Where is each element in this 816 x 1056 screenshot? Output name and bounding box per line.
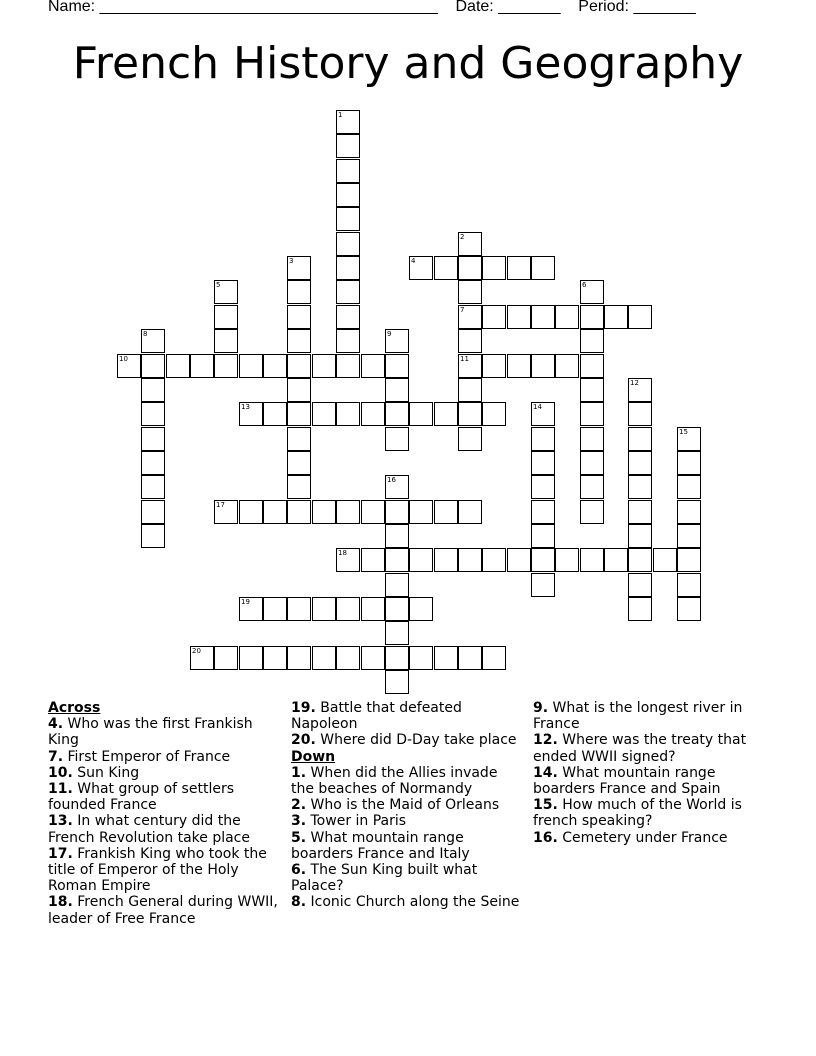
crossword-cell[interactable] <box>458 256 482 280</box>
crossword-cell[interactable] <box>531 573 555 597</box>
crossword-cell[interactable] <box>482 256 506 280</box>
name-blank[interactable]: ______________________________________ <box>99 0 438 15</box>
crossword-cell[interactable] <box>409 402 433 426</box>
crossword-cell[interactable] <box>385 573 409 597</box>
cell-number: 7 <box>460 306 465 314</box>
clue-text: In what century did the French Revolution take place <box>48 813 250 846</box>
crossword-cell[interactable] <box>287 329 311 353</box>
crossword-cell[interactable] <box>385 475 409 499</box>
crossword-cell[interactable] <box>214 329 238 353</box>
crossword-cell[interactable] <box>312 500 336 524</box>
crossword-cell[interactable] <box>580 378 604 402</box>
crossword-cell[interactable] <box>287 305 311 329</box>
across-clue <box>48 716 280 748</box>
crossword-cell[interactable] <box>361 500 385 524</box>
down-clue <box>533 830 773 846</box>
clue-number: 16. <box>533 829 558 846</box>
crossword-cell[interactable] <box>336 232 360 256</box>
crossword-cell[interactable] <box>458 402 482 426</box>
crossword-cell[interactable] <box>507 548 531 572</box>
down-clue <box>533 732 773 764</box>
crossword-cell[interactable] <box>482 402 506 426</box>
crossword-cell[interactable] <box>190 354 214 378</box>
across-heading: Across <box>48 700 101 716</box>
crossword-cell[interactable] <box>385 378 409 402</box>
clue-text: Who was the first Frankish King <box>48 716 253 749</box>
crossword-cell[interactable] <box>677 475 701 499</box>
crossword-cell[interactable] <box>263 354 287 378</box>
cell-number: 10 <box>119 355 128 363</box>
crossword-cell[interactable] <box>361 402 385 426</box>
down-clue <box>533 700 773 732</box>
crossword-cell[interactable] <box>312 354 336 378</box>
cell-number: 6 <box>582 281 587 289</box>
crossword-cell[interactable] <box>531 451 555 475</box>
period-blank[interactable]: _______ <box>633 0 696 15</box>
clue-text: Frankish King who took the title of Emperor of the Holy Roman Empire <box>48 845 267 895</box>
crossword-cell[interactable] <box>312 402 336 426</box>
crossword-cell[interactable] <box>336 256 360 280</box>
clue-text: Battle that defeated Napoleon <box>291 700 462 733</box>
crossword-cell[interactable] <box>458 305 482 329</box>
crossword-cell[interactable] <box>458 378 482 402</box>
crossword-cell[interactable] <box>628 402 652 426</box>
crossword-cell[interactable] <box>507 354 531 378</box>
clue-number: 14. <box>533 764 558 781</box>
crossword-cell[interactable] <box>458 548 482 572</box>
date-label: Date: <box>455 0 494 15</box>
clue-text: Who is the Maid of Orleans <box>306 797 500 814</box>
crossword-cell[interactable] <box>239 597 263 621</box>
crossword-cell[interactable] <box>361 354 385 378</box>
cell-number: 18 <box>338 549 347 557</box>
cell-number: 3 <box>289 257 294 265</box>
crossword-cell[interactable] <box>531 256 555 280</box>
clue-number: 11. <box>48 781 73 798</box>
clue-number: 18. <box>48 894 73 911</box>
cell-number: 14 <box>533 403 542 411</box>
clue-number: 15. <box>533 797 558 814</box>
crossword-cell[interactable] <box>482 548 506 572</box>
crossword-cell[interactable] <box>141 500 165 524</box>
crossword-cell[interactable] <box>531 402 555 426</box>
crossword-cell[interactable] <box>385 670 409 694</box>
clue-text: Sun King <box>72 764 140 781</box>
cell-number: 13 <box>241 403 250 411</box>
clue-number: 9. <box>533 700 549 716</box>
crossword-cell[interactable] <box>287 280 311 304</box>
down-clue <box>533 797 773 829</box>
clue-number: 20. <box>291 732 316 749</box>
crossword-cell[interactable] <box>434 548 458 572</box>
clue-text: When did the Allies invade the beaches of Normandy <box>291 764 498 798</box>
crossword-cell[interactable] <box>580 475 604 499</box>
crossword-cell[interactable] <box>458 280 482 304</box>
clue-number: 17. <box>48 845 73 862</box>
clue-text: What mountain range boarders France and Italy <box>291 829 470 862</box>
cell-number: 12 <box>630 379 639 387</box>
crossword-cell[interactable] <box>385 548 409 572</box>
crossword-cell[interactable] <box>677 573 701 597</box>
crossword-cell[interactable] <box>531 475 555 499</box>
crossword-cell[interactable] <box>458 646 482 670</box>
cell-number: 11 <box>460 355 469 363</box>
across-clue <box>48 813 280 845</box>
crossword-cell[interactable] <box>336 597 360 621</box>
crossword-cell[interactable] <box>336 646 360 670</box>
crossword-cell[interactable] <box>580 548 604 572</box>
cell-number: 4 <box>411 257 416 265</box>
crossword-cell[interactable] <box>287 646 311 670</box>
cell-number: 2 <box>460 233 465 241</box>
across-clue <box>48 765 280 781</box>
crossword-cell[interactable] <box>385 646 409 670</box>
crossword-cell[interactable] <box>628 597 652 621</box>
down-clue <box>291 830 521 862</box>
crossword-cell[interactable] <box>628 378 652 402</box>
crossword-cell[interactable] <box>677 548 701 572</box>
clues-column-1 <box>48 700 280 927</box>
crossword-cell[interactable] <box>628 548 652 572</box>
crossword-cell[interactable] <box>287 378 311 402</box>
crossword-cell[interactable] <box>214 280 238 304</box>
crossword-cell[interactable] <box>214 500 238 524</box>
crossword-cell[interactable] <box>628 524 652 548</box>
crossword-cell[interactable] <box>141 354 165 378</box>
clue-text: Where did D-Day take place <box>315 732 517 749</box>
clue-text: What mountain range boarders France and Spain <box>533 764 721 798</box>
cell-number: 20 <box>192 647 201 655</box>
crossword-cell[interactable] <box>239 354 263 378</box>
crossword-cell[interactable] <box>287 427 311 451</box>
crossword-cell[interactable] <box>336 183 360 207</box>
crossword-cell[interactable] <box>263 646 287 670</box>
crossword-cell[interactable] <box>580 280 604 304</box>
cell-number: 5 <box>216 281 221 289</box>
crossword-cell[interactable] <box>263 500 287 524</box>
crossword-cell[interactable] <box>677 524 701 548</box>
crossword-cell[interactable] <box>531 305 555 329</box>
crossword-cell[interactable] <box>458 427 482 451</box>
clue-text: First Emperor of France <box>63 748 231 765</box>
crossword-cell[interactable] <box>385 621 409 645</box>
clue-number: 13. <box>48 813 73 830</box>
crossword-cell[interactable] <box>239 402 263 426</box>
crossword-cell[interactable] <box>580 329 604 353</box>
crossword-cell[interactable] <box>287 402 311 426</box>
crossword-cell[interactable] <box>409 646 433 670</box>
crossword-cell[interactable] <box>580 305 604 329</box>
clue-text: French General during WWII, leader of Free France <box>48 894 278 927</box>
clues-column-2 <box>291 700 521 911</box>
crossword-cell[interactable] <box>385 524 409 548</box>
date-blank[interactable]: _______ <box>498 0 561 15</box>
crossword-cell[interactable] <box>361 548 385 572</box>
cell-number: 1 <box>338 111 343 119</box>
crossword-cell[interactable] <box>141 524 165 548</box>
crossword-cell[interactable] <box>141 378 165 402</box>
crossword-cell[interactable] <box>141 451 165 475</box>
crossword-cell[interactable] <box>434 402 458 426</box>
clue-number: 2. <box>291 797 307 814</box>
clue-text: Iconic Church along the Seine <box>306 894 520 911</box>
crossword-cell[interactable] <box>336 280 360 304</box>
crossword-cell[interactable] <box>458 329 482 353</box>
crossword-cell[interactable] <box>385 500 409 524</box>
crossword-cell[interactable] <box>166 354 190 378</box>
crossword-cell[interactable] <box>628 475 652 499</box>
across-clue <box>48 846 280 895</box>
crossword-cell[interactable] <box>385 402 409 426</box>
crossword-cell[interactable] <box>336 110 360 134</box>
crossword-cell[interactable] <box>555 354 579 378</box>
crossword-cell[interactable] <box>409 500 433 524</box>
crossword-cell[interactable] <box>239 646 263 670</box>
clue-number: 19. <box>291 700 316 716</box>
period-label: Period: <box>578 0 629 15</box>
clues-column-3 <box>533 700 773 846</box>
crossword-cell[interactable] <box>458 500 482 524</box>
crossword-cell[interactable] <box>117 354 141 378</box>
crossword-cell[interactable] <box>385 329 409 353</box>
puzzle-title: French History and Geography <box>72 38 744 89</box>
crossword-cell[interactable] <box>580 451 604 475</box>
crossword-cell[interactable] <box>434 256 458 280</box>
crossword-cell[interactable] <box>287 475 311 499</box>
crossword-cell[interactable] <box>287 500 311 524</box>
crossword-cell[interactable] <box>677 427 701 451</box>
crossword-cell[interactable] <box>263 597 287 621</box>
crossword-cell[interactable] <box>336 500 360 524</box>
crossword-cell[interactable] <box>434 646 458 670</box>
crossword-cell[interactable] <box>555 305 579 329</box>
cell-number: 16 <box>387 476 396 484</box>
crossword-cell[interactable] <box>239 500 263 524</box>
across-clue <box>291 732 521 748</box>
crossword-cell[interactable] <box>409 597 433 621</box>
crossword-cell[interactable] <box>141 329 165 353</box>
clue-number: 7. <box>48 748 64 765</box>
crossword-cell[interactable] <box>482 305 506 329</box>
down-clue <box>291 765 521 797</box>
name-label: Name: <box>48 0 96 15</box>
crossword-cell[interactable] <box>287 451 311 475</box>
crossword-cell[interactable] <box>141 475 165 499</box>
crossword-cell[interactable] <box>531 427 555 451</box>
crossword-cell[interactable] <box>385 427 409 451</box>
crossword-cell[interactable] <box>287 354 311 378</box>
crossword-cell[interactable] <box>312 597 336 621</box>
crossword-cell[interactable] <box>336 354 360 378</box>
crossword-cell[interactable] <box>531 524 555 548</box>
cell-number: 15 <box>679 428 688 436</box>
crossword-cell[interactable] <box>361 597 385 621</box>
crossword-cell[interactable] <box>214 354 238 378</box>
down-clue <box>291 813 521 829</box>
crossword-cell[interactable] <box>531 548 555 572</box>
crossword-cell[interactable] <box>580 354 604 378</box>
across-clue <box>48 749 280 765</box>
clue-number: 5. <box>291 829 307 846</box>
down-clue <box>291 894 521 910</box>
crossword-cell[interactable] <box>409 548 433 572</box>
crossword-cell[interactable] <box>628 573 652 597</box>
crossword-cell[interactable] <box>653 548 677 572</box>
crossword-cell[interactable] <box>677 451 701 475</box>
clue-number: 8. <box>291 894 307 911</box>
crossword-cell[interactable] <box>336 402 360 426</box>
crossword-cell[interactable] <box>628 500 652 524</box>
crossword-cell[interactable] <box>531 354 555 378</box>
crossword-cell[interactable] <box>677 500 701 524</box>
across-clue <box>48 781 280 813</box>
cell-number: 9 <box>387 330 392 338</box>
crossword-cell[interactable] <box>604 548 628 572</box>
crossword-cell[interactable] <box>531 500 555 524</box>
cell-number: 8 <box>143 330 148 338</box>
clue-text: What group of settlers founded France <box>48 781 234 814</box>
clue-text: The Sun King built what Palace? <box>291 862 478 895</box>
crossword-cell[interactable] <box>190 646 214 670</box>
crossword-cell[interactable] <box>385 354 409 378</box>
crossword-cell[interactable] <box>604 305 628 329</box>
clue-text: Tower in Paris <box>306 813 407 830</box>
clue-text: Where was the treaty that ended WWII signed? <box>533 732 747 765</box>
clue-number: 4. <box>48 716 64 733</box>
crossword-cell[interactable] <box>385 597 409 621</box>
crossword-cell[interactable] <box>287 256 311 280</box>
crossword-cell[interactable] <box>434 500 458 524</box>
clue-text: How much of the World is french speaking? <box>533 797 742 830</box>
crossword-cell[interactable] <box>677 597 701 621</box>
crossword-cell[interactable] <box>482 354 506 378</box>
down-clue <box>291 862 521 894</box>
crossword-cell[interactable] <box>141 402 165 426</box>
crossword-cell[interactable] <box>312 646 336 670</box>
down-clue <box>533 765 773 797</box>
crossword-cell[interactable] <box>458 232 482 256</box>
crossword-cell[interactable] <box>507 305 531 329</box>
across-clue <box>291 700 521 732</box>
cell-number: 17 <box>216 501 225 509</box>
crossword-cell[interactable] <box>628 451 652 475</box>
clue-number: 1. <box>291 764 307 781</box>
crossword-cell[interactable] <box>141 427 165 451</box>
crossword-cell[interactable] <box>336 305 360 329</box>
crossword-cell[interactable] <box>214 646 238 670</box>
crossword-cell[interactable] <box>336 134 360 158</box>
down-heading: Down <box>291 748 336 765</box>
clue-text: Cemetery under France <box>557 829 728 846</box>
crossword-cell[interactable] <box>628 305 652 329</box>
crossword-cell[interactable] <box>214 305 238 329</box>
clue-number: 3. <box>291 813 307 830</box>
crossword-cell[interactable] <box>628 427 652 451</box>
crossword-cell[interactable] <box>580 402 604 426</box>
crossword-cell[interactable] <box>580 427 604 451</box>
crossword-cell[interactable] <box>336 329 360 353</box>
crossword-cell[interactable] <box>580 500 604 524</box>
down-clue <box>291 797 521 813</box>
crossword-cell[interactable] <box>287 597 311 621</box>
cell-number: 19 <box>241 598 250 606</box>
crossword-cell[interactable] <box>336 548 360 572</box>
clue-text: What is the longest river in France <box>533 700 743 733</box>
crossword-cell[interactable] <box>507 256 531 280</box>
across-clue <box>48 894 280 926</box>
clue-number: 12. <box>533 732 558 749</box>
crossword-cell[interactable] <box>555 548 579 572</box>
crossword-cell[interactable] <box>409 256 433 280</box>
crossword-cell[interactable] <box>336 207 360 231</box>
clue-number: 10. <box>48 764 73 781</box>
crossword-cell[interactable] <box>482 646 506 670</box>
clue-number: 6. <box>291 862 307 879</box>
crossword-cell[interactable] <box>336 159 360 183</box>
crossword-cell[interactable] <box>361 646 385 670</box>
crossword-cell[interactable] <box>458 354 482 378</box>
crossword-cell[interactable] <box>263 402 287 426</box>
